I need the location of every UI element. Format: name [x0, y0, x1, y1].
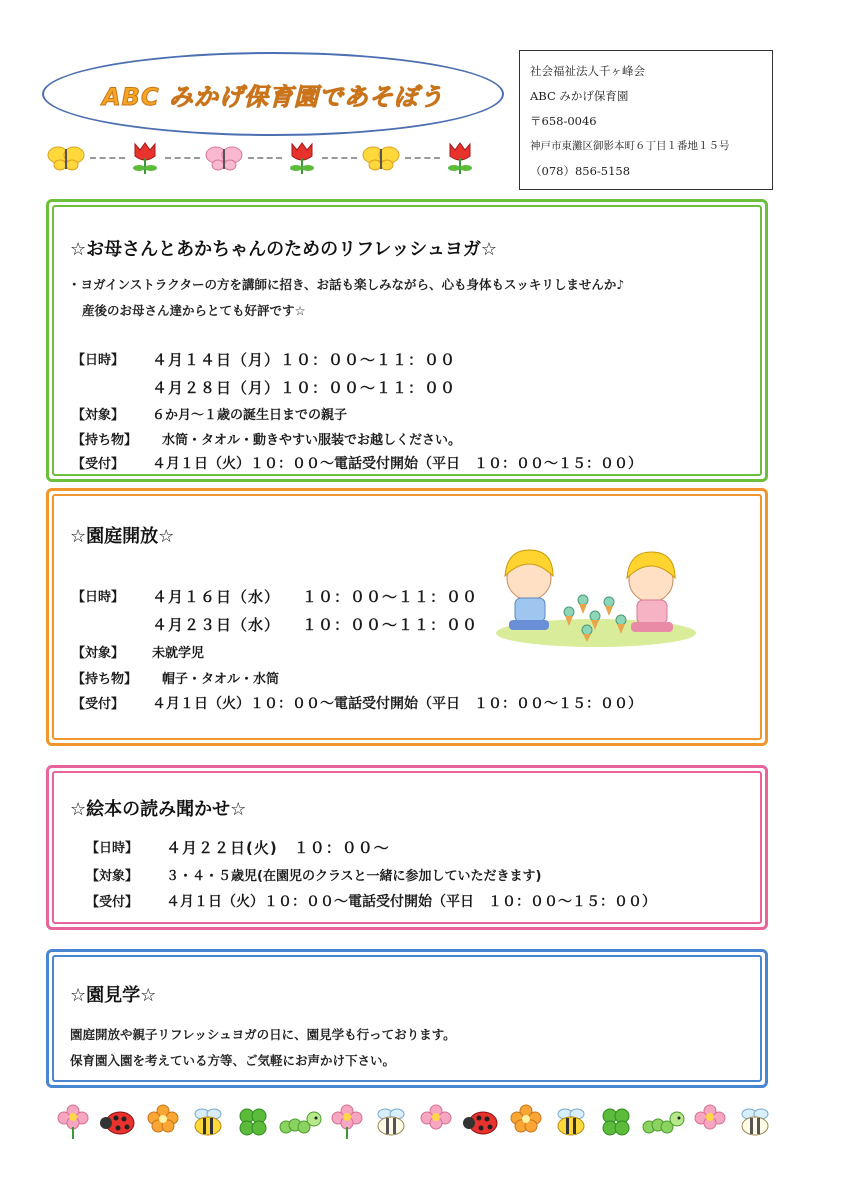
reading-reception-row — [86, 891, 656, 911]
garden-date-1-day: ４月１６日（水） — [152, 588, 281, 606]
butterfly-icon — [361, 143, 401, 173]
flower-icon — [55, 1103, 91, 1141]
reading-target-row — [86, 865, 542, 884]
flower-icon — [329, 1103, 365, 1141]
bee-icon — [188, 1106, 228, 1138]
children-playing-illustration — [491, 538, 701, 648]
yoga-date-row — [72, 349, 456, 370]
postal-code: 〒658-0046 — [530, 114, 597, 128]
yoga-reception: ４月１日（火）１０：００～電話受付開始（平日 １０：００～１５：００） — [152, 456, 642, 472]
flower-icon — [145, 1103, 181, 1141]
tour-panel-inner — [52, 955, 762, 1082]
dotted-line — [165, 157, 200, 159]
bee-icon — [551, 1106, 591, 1138]
flower-icon — [418, 1103, 454, 1141]
caterpillar-icon — [278, 1107, 322, 1137]
yoga-reception-row — [72, 453, 642, 473]
yoga-date-1: ４月１４日（月）１０：００～１１：００ — [152, 351, 457, 369]
clover-icon — [235, 1104, 271, 1140]
butterfly-icon — [46, 143, 86, 173]
garden-reception: ４月１日（火）１０：００～電話受付開始（平日 １０：００～１５：００） — [152, 696, 642, 712]
dotted-line — [90, 157, 125, 159]
yoga-panel-inner — [52, 205, 762, 476]
reading-date: ４月２２日(火) １０：００～ — [166, 839, 390, 857]
date-label: 【日時】 — [72, 590, 125, 605]
yoga-panel — [46, 199, 768, 482]
tour-title: ☆園見学☆ — [70, 985, 157, 1006]
dotted-line — [405, 157, 440, 159]
bring-label: 【持ち物】 — [72, 672, 138, 687]
nursery-name: ABC みかげ保育園 — [530, 89, 629, 103]
address-box — [519, 50, 773, 190]
dotted-line — [248, 157, 283, 159]
flower-icon — [508, 1103, 544, 1141]
yoga-date-row-2 — [152, 377, 456, 398]
garden-date-2-day: ４月２３日（水） — [152, 616, 281, 634]
street-address: 神戸市東灘区御影本町６丁目１番地１５号 — [530, 140, 730, 152]
reading-panel — [46, 765, 768, 930]
reading-title: ☆絵本の読み聞かせ☆ — [70, 799, 247, 820]
yoga-target-row — [72, 404, 347, 423]
phone-number: （078）856-5158 — [530, 164, 631, 178]
garden-date-row-2 — [152, 614, 478, 635]
garden-title: ☆園庭開放☆ — [70, 526, 175, 547]
yoga-description-2: 産後のお母さん達からとても好評です☆ — [82, 303, 306, 318]
reading-panel-inner — [52, 771, 762, 924]
reading-reception: ４月１日（火）１０：００～電話受付開始（平日 １０：００～１５：００） — [166, 894, 656, 910]
flower-icon — [692, 1103, 728, 1141]
target-label: 【対象】 — [72, 646, 125, 661]
yoga-bring: 水筒・タオル・動きやすい服装でお越しください。 — [162, 433, 462, 448]
garden-bring-row — [72, 668, 279, 687]
decoration-row — [46, 138, 476, 178]
ladybug-icon — [98, 1107, 138, 1137]
yoga-title: ☆お母さんとあかちゃんのためのリフレッシュヨガ☆ — [70, 239, 498, 260]
reception-label: 【受付】 — [72, 457, 125, 472]
caterpillar-icon — [641, 1107, 685, 1137]
yoga-bring-row — [72, 429, 461, 448]
organization-name: 社会福祉法人千ヶ峰会 — [530, 64, 645, 78]
reception-label: 【受付】 — [86, 895, 139, 910]
tulip-icon — [129, 140, 161, 176]
garden-panel — [46, 488, 768, 746]
reading-target: ３・４・５歳児(在園児のクラスと一緒に参加していただきます) — [166, 869, 542, 884]
page-title: ABC みかげ保育園であそぼう — [102, 82, 444, 111]
garden-bring: 帽子・タオル・水筒 — [162, 672, 280, 687]
reception-label: 【受付】 — [72, 697, 125, 712]
bee-icon — [371, 1106, 411, 1138]
yoga-description-1: ・ヨガインストラクターの方を講師に招き、お話も楽しみながら、心も身体もスッキリしませんか♪ — [68, 277, 625, 292]
date-label: 【日時】 — [72, 353, 125, 368]
bottom-decoration-row — [55, 1100, 775, 1144]
ladybug-icon — [461, 1107, 501, 1137]
bee-icon — [735, 1106, 775, 1138]
reading-date-row — [86, 837, 390, 858]
title-oval — [42, 52, 504, 136]
tour-line-1: 園庭開放や親子リフレッシュヨガの日に、園見学も行っております。 — [70, 1027, 456, 1042]
butterfly-icon — [204, 143, 244, 173]
clover-icon — [598, 1104, 634, 1140]
tulip-icon — [444, 140, 476, 176]
tour-panel — [46, 949, 768, 1088]
garden-date-row — [72, 586, 478, 607]
garden-date-1-time: １０：００～１１：００ — [302, 588, 479, 606]
garden-date-2-time: １０：００～１１：００ — [302, 616, 479, 634]
yoga-target: ６か月～１歳の誕生日までの親子 — [152, 408, 348, 423]
garden-target-row — [72, 642, 204, 661]
dotted-line — [322, 157, 357, 159]
garden-target: 未就学児 — [152, 646, 205, 661]
garden-reception-row — [72, 693, 642, 713]
garden-panel-inner — [52, 494, 762, 740]
target-label: 【対象】 — [86, 869, 139, 884]
target-label: 【対象】 — [72, 408, 125, 423]
bring-label: 【持ち物】 — [72, 433, 138, 448]
yoga-date-2: ４月２８日（月）１０：００～１１：００ — [152, 379, 457, 397]
tour-line-2: 保育園入園を考えている方等、ご気軽にお声かけ下さい。 — [70, 1053, 396, 1068]
date-label: 【日時】 — [86, 841, 139, 856]
tulip-icon — [286, 140, 318, 176]
